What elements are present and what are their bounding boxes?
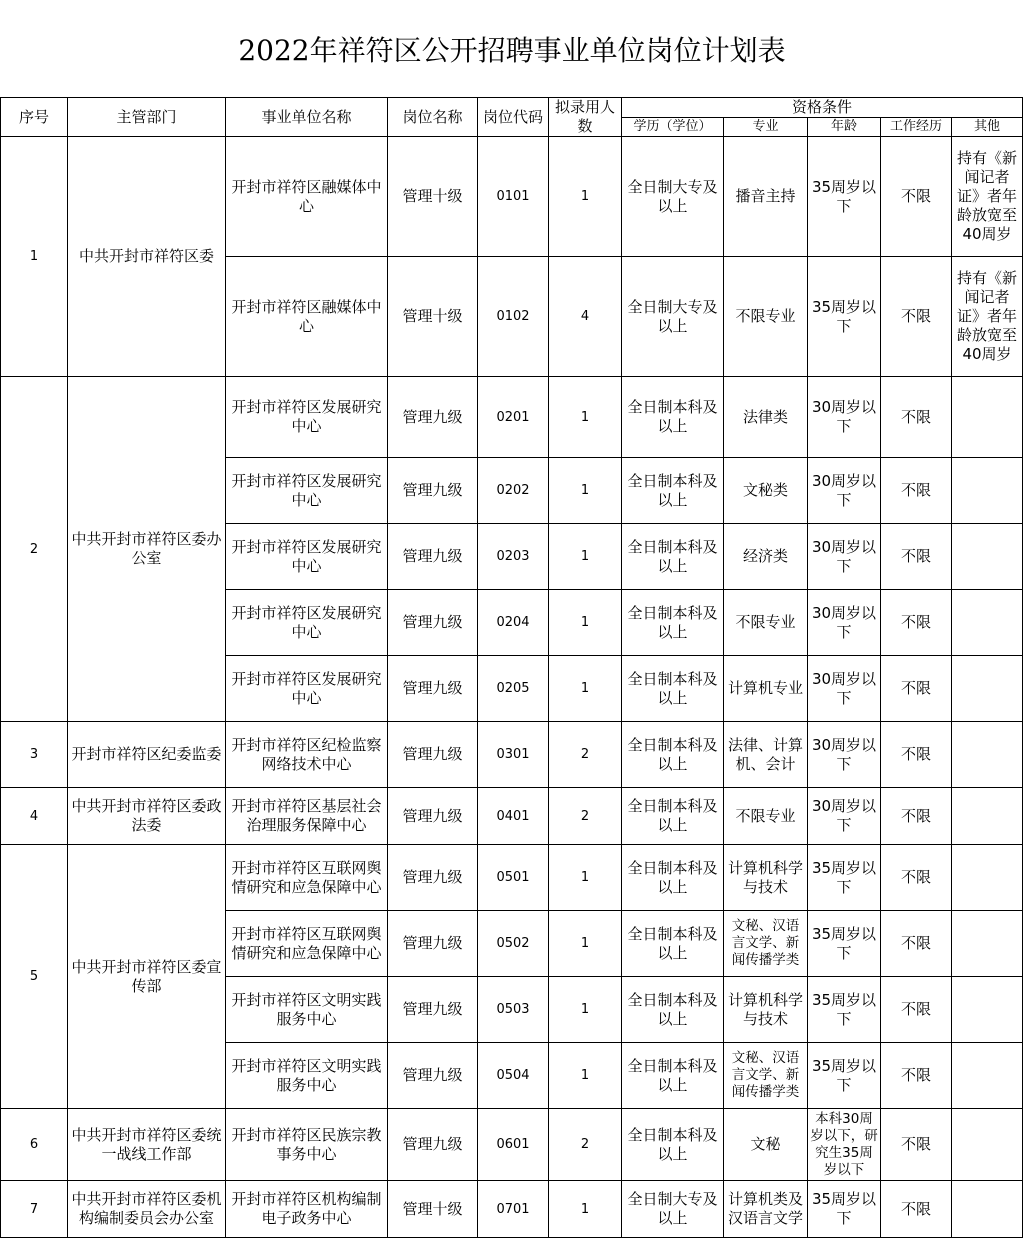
- age-cell: 35周岁以下: [808, 257, 881, 377]
- edu-cell: 全日制本科及以上: [622, 377, 724, 458]
- edu-cell: 全日制本科及以上: [622, 1109, 724, 1181]
- post-cell: 管理九级: [388, 377, 478, 458]
- unit-cell: 开封市祥符区文明实践服务中心: [226, 977, 388, 1043]
- exp-cell: 不限: [881, 1109, 952, 1181]
- unit-cell: 开封市祥符区互联网舆情研究和应急保障中心: [226, 911, 388, 977]
- exp-cell: 不限: [881, 137, 952, 257]
- table-row: [1, 722, 1023, 788]
- other-cell: [952, 656, 1023, 722]
- page-title: 2022年祥符区公开招聘事业单位岗位计划表: [238, 33, 786, 67]
- table-row: [1, 1109, 1023, 1181]
- other-cell: [952, 377, 1023, 458]
- post-cell: 管理九级: [388, 458, 478, 524]
- code-cell: 0102: [478, 257, 549, 377]
- unit-cell: 开封市祥符区发展研究中心: [226, 590, 388, 656]
- edu-cell: 全日制本科及以上: [622, 911, 724, 977]
- code-cell: 0202: [478, 458, 549, 524]
- seq-cell: 4: [1, 788, 68, 845]
- age-cell: 35周岁以下: [808, 137, 881, 257]
- exp-cell: 不限: [881, 977, 952, 1043]
- other-cell: [952, 788, 1023, 845]
- post-cell: 管理九级: [388, 845, 478, 911]
- age-cell: 35周岁以下: [808, 911, 881, 977]
- post-cell: 管理十级: [388, 257, 478, 377]
- edu-cell: 全日制本科及以上: [622, 590, 724, 656]
- major-cell: 计算机科学与技术: [724, 845, 808, 911]
- header-dept: 主管部门: [68, 98, 226, 137]
- seq-cell: 7: [1, 1181, 68, 1238]
- major-cell: 文秘、汉语言文学、新闻传播学类: [724, 911, 808, 977]
- header-code: 岗位代码: [478, 98, 549, 137]
- header-post: 岗位名称: [388, 98, 478, 137]
- unit-cell: 开封市祥符区互联网舆情研究和应急保障中心: [226, 845, 388, 911]
- edu-cell: 全日制本科及以上: [622, 788, 724, 845]
- major-cell: 计算机科学与技术: [724, 977, 808, 1043]
- seq-cell: 6: [1, 1109, 68, 1181]
- exp-cell: 不限: [881, 458, 952, 524]
- unit-cell: 开封市祥符区融媒体中心: [226, 137, 388, 257]
- unit-cell: 开封市祥符区发展研究中心: [226, 377, 388, 458]
- exp-cell: 不限: [881, 1181, 952, 1238]
- code-cell: 0502: [478, 911, 549, 977]
- code-cell: 0203: [478, 524, 549, 590]
- header-unit: 事业单位名称: [226, 98, 388, 137]
- unit-cell: 开封市祥符区发展研究中心: [226, 458, 388, 524]
- other-cell: [952, 911, 1023, 977]
- header-seq: 序号: [1, 98, 68, 137]
- other-cell: [952, 977, 1023, 1043]
- header-experience: 工作经历: [881, 118, 952, 137]
- code-cell: 0201: [478, 377, 549, 458]
- edu-cell: 全日制本科及以上: [622, 458, 724, 524]
- table-row: [1, 845, 1023, 911]
- header-count: 拟录用人数: [549, 98, 622, 137]
- unit-cell: 开封市祥符区纪检监察网络技术中心: [226, 722, 388, 788]
- other-cell: [952, 524, 1023, 590]
- unit-cell: 开封市祥符区基层社会治理服务保障中心: [226, 788, 388, 845]
- major-cell: 计算机类及汉语言文学: [724, 1181, 808, 1238]
- edu-cell: 全日制本科及以上: [622, 1043, 724, 1109]
- count-cell: 1: [549, 845, 622, 911]
- age-cell: 30周岁以下: [808, 377, 881, 458]
- count-cell: 1: [549, 377, 622, 458]
- dept-cell: 中共开封市祥符区委宣传部: [68, 845, 226, 1109]
- major-cell: 经济类: [724, 524, 808, 590]
- other-cell: [952, 845, 1023, 911]
- edu-cell: 全日制大专及以上: [622, 257, 724, 377]
- dept-cell: 中共开封市祥符区委: [68, 137, 226, 377]
- dept-cell: 开封市祥符区纪委监委: [68, 722, 226, 788]
- count-cell: 2: [549, 788, 622, 845]
- code-cell: 0205: [478, 656, 549, 722]
- other-cell: [952, 1043, 1023, 1109]
- major-cell: 不限专业: [724, 590, 808, 656]
- unit-cell: 开封市祥符区发展研究中心: [226, 656, 388, 722]
- post-cell: 管理九级: [388, 977, 478, 1043]
- major-cell: 文秘类: [724, 458, 808, 524]
- post-cell: 管理九级: [388, 722, 478, 788]
- header-major: 专业: [724, 118, 808, 137]
- post-cell: 管理九级: [388, 911, 478, 977]
- age-cell: 35周岁以下: [808, 977, 881, 1043]
- major-cell: 不限专业: [724, 788, 808, 845]
- exp-cell: 不限: [881, 524, 952, 590]
- code-cell: 0501: [478, 845, 549, 911]
- exp-cell: 不限: [881, 377, 952, 458]
- dept-cell: 中共开封市祥符区委统一战线工作部: [68, 1109, 226, 1181]
- post-cell: 管理十级: [388, 1181, 478, 1238]
- post-cell: 管理十级: [388, 137, 478, 257]
- post-cell: 管理九级: [388, 1109, 478, 1181]
- table-row: [1, 1181, 1023, 1238]
- unit-cell: 开封市祥符区民族宗教事务中心: [226, 1109, 388, 1181]
- other-cell: [952, 1109, 1023, 1181]
- table-row: [1, 137, 1023, 257]
- code-cell: 0504: [478, 1043, 549, 1109]
- edu-cell: 全日制本科及以上: [622, 722, 724, 788]
- age-cell: 30周岁以下: [808, 524, 881, 590]
- dept-cell: 中共开封市祥符区委办公室: [68, 377, 226, 722]
- exp-cell: 不限: [881, 911, 952, 977]
- unit-cell: 开封市祥符区文明实践服务中心: [226, 1043, 388, 1109]
- age-cell: 30周岁以下: [808, 590, 881, 656]
- other-cell: 持有《新闻记者证》者年龄放宽至40周岁: [952, 137, 1023, 257]
- post-cell: 管理九级: [388, 524, 478, 590]
- count-cell: 1: [549, 656, 622, 722]
- post-cell: 管理九级: [388, 788, 478, 845]
- major-cell: 文秘、汉语言文学、新闻传播学类: [724, 1043, 808, 1109]
- count-cell: 1: [549, 977, 622, 1043]
- post-cell: 管理九级: [388, 590, 478, 656]
- age-cell: 35周岁以下: [808, 1043, 881, 1109]
- code-cell: 0101: [478, 137, 549, 257]
- edu-cell: 全日制大专及以上: [622, 137, 724, 257]
- seq-cell: 2: [1, 377, 68, 722]
- age-cell: 35周岁以下: [808, 1181, 881, 1238]
- other-cell: [952, 1181, 1023, 1238]
- unit-cell: 开封市祥符区融媒体中心: [226, 257, 388, 377]
- other-cell: [952, 590, 1023, 656]
- edu-cell: 全日制大专及以上: [622, 1181, 724, 1238]
- exp-cell: 不限: [881, 257, 952, 377]
- dept-cell: 中共开封市祥符区委机构编制委员会办公室: [68, 1181, 226, 1238]
- major-cell: 播音主持: [724, 137, 808, 257]
- count-cell: 4: [549, 257, 622, 377]
- seq-cell: 1: [1, 137, 68, 377]
- exp-cell: 不限: [881, 788, 952, 845]
- count-cell: 1: [549, 1181, 622, 1238]
- code-cell: 0701: [478, 1181, 549, 1238]
- major-cell: 计算机专业: [724, 656, 808, 722]
- other-cell: 持有《新闻记者证》者年龄放宽至40周岁: [952, 257, 1023, 377]
- code-cell: 0204: [478, 590, 549, 656]
- dept-cell: 中共开封市祥符区委政法委: [68, 788, 226, 845]
- count-cell: 2: [549, 722, 622, 788]
- count-cell: 2: [549, 1109, 622, 1181]
- count-cell: 1: [549, 137, 622, 257]
- count-cell: 1: [549, 911, 622, 977]
- other-cell: [952, 458, 1023, 524]
- count-cell: 1: [549, 590, 622, 656]
- other-cell: [952, 722, 1023, 788]
- edu-cell: 全日制本科及以上: [622, 524, 724, 590]
- major-cell: 文秘: [724, 1109, 808, 1181]
- post-cell: 管理九级: [388, 1043, 478, 1109]
- major-cell: 不限专业: [724, 257, 808, 377]
- major-cell: 法律类: [724, 377, 808, 458]
- exp-cell: 不限: [881, 1043, 952, 1109]
- major-cell: 法律、计算机、会计: [724, 722, 808, 788]
- header-age: 年龄: [808, 118, 881, 137]
- unit-cell: 开封市祥符区机构编制电子政务中心: [226, 1181, 388, 1238]
- count-cell: 1: [549, 1043, 622, 1109]
- age-cell: 30周岁以下: [808, 458, 881, 524]
- edu-cell: 全日制本科及以上: [622, 977, 724, 1043]
- code-cell: 0503: [478, 977, 549, 1043]
- edu-cell: 全日制本科及以上: [622, 845, 724, 911]
- exp-cell: 不限: [881, 722, 952, 788]
- header-education: 学历（学位）: [622, 118, 724, 137]
- code-cell: 0401: [478, 788, 549, 845]
- code-cell: 0601: [478, 1109, 549, 1181]
- count-cell: 1: [549, 458, 622, 524]
- seq-cell: 3: [1, 722, 68, 788]
- recruitment-plan-table: [0, 97, 1023, 1238]
- header-qualification: 资格条件: [622, 98, 1023, 118]
- exp-cell: 不限: [881, 590, 952, 656]
- seq-cell: 5: [1, 845, 68, 1109]
- age-cell: 30周岁以下: [808, 656, 881, 722]
- table-row: [1, 377, 1023, 458]
- exp-cell: 不限: [881, 656, 952, 722]
- age-cell: 35周岁以下: [808, 845, 881, 911]
- age-cell: 30周岁以下: [808, 788, 881, 845]
- count-cell: 1: [549, 524, 622, 590]
- code-cell: 0301: [478, 722, 549, 788]
- post-cell: 管理九级: [388, 656, 478, 722]
- edu-cell: 全日制本科及以上: [622, 656, 724, 722]
- exp-cell: 不限: [881, 845, 952, 911]
- age-cell: 30周岁以下: [808, 722, 881, 788]
- unit-cell: 开封市祥符区发展研究中心: [226, 524, 388, 590]
- age-cell: 本科30周岁以下，研究生35周岁以下: [808, 1109, 881, 1181]
- table-row: [1, 788, 1023, 845]
- header-other: 其他: [952, 118, 1023, 137]
